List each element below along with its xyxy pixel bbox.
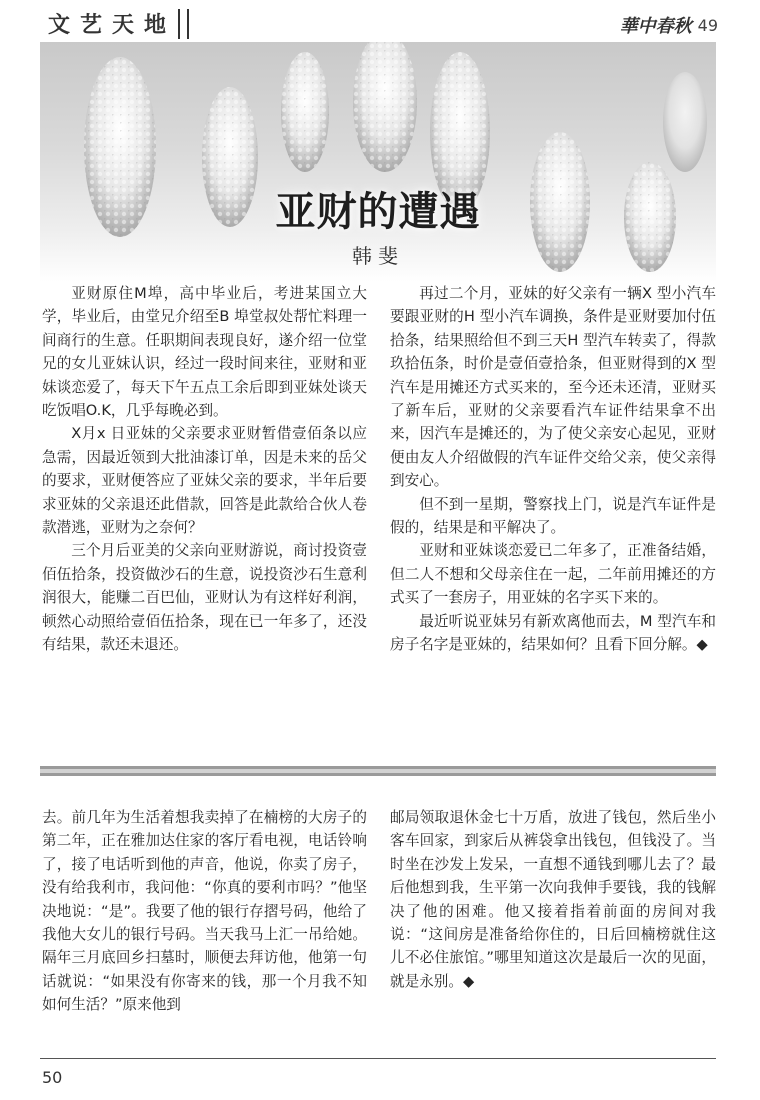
article-column-2 — [390, 282, 716, 657]
paragraph: 邮局领取退休金七十万盾，放进了钱包，然后坐小客车回家，到家后从裤袋拿出钱包，但钱没了。当时坐在沙发上发呆，一直想不通钱到哪儿去了？最后他想到我，生平第一次向我伸手要钱，我的钱解决了他的困难。他又接着指着前面的房间对我说：“这间房是准备给你住的，日后回楠榜就住这儿不必住旅馆。”哪里知道这次是最后一次的见面，就是永别。◆ — [390, 809, 716, 990]
footer-rule — [40, 1058, 716, 1059]
section-divider — [40, 766, 716, 776]
paragraph: 三个月后亚美的父亲向亚财游说，商讨投资壹佰伍拾条，投资做沙石的生意，说投资沙石生意利润很大，能赚二百巴仙，亚财认为有这样好利润，顿然心动照给壹佰伍拾条，现在已一年多了，还没有结果，款还未退还。 — [42, 542, 367, 654]
paragraph: 亚财原住M埠，高中毕业后，考进某国立大学，毕业后，由堂兄介绍至B 埠堂叔处帮忙料理一间商行的生意。任职期间表现良好，遂介绍一位堂兄的女儿亚妹认识，经过一段时间来往，亚财和亚妹谈恋爱了，每天下午五点工余后即到亚妹处谈天吃饭唱O.K，几乎每晚必到。 — [42, 285, 367, 420]
flower-spikes-decoration — [84, 42, 707, 272]
continued-column-1 — [42, 806, 367, 1017]
paragraph: 去。前几年为生活着想我卖掉了在楠榜的大房子的第二年，正在雅加达住家的客厅看电视，电话铃响了，接了电话听到他的声音，他说，你卖了房子，没有给我利市，我问他：“你真的要利市吗？”他坚决地说：“是”。我要了他的银行存摺号码，他给了我他大女儿的银行号码。当天我马上汇一吊给她。隔年三月底回乡扫墓时，顺便去拜访他，他第一句话就说：“如果没有你寄来的钱，那一个月我不知如何生活？”原来他到 — [42, 809, 367, 1014]
paragraph: 再过二个月，亚妹的好父亲有一辆X 型小汽车要跟亚财的H 型小汽车调换，条件是亚财要加付伍拾条，结果照给但不到三天H 型汽车转卖了，得款玖拾伍条，时价是壹佰壹拾条，但亚财得到的X 型汽车是用摊还方式买来的，至今还未还清，亚财买了新车后，亚财的父亲要看汽车证件结果拿不出来，因汽车是摊还的，为了使父亲安心起见，亚财便由友人介绍做假的汽车证件交给父亲，使父亲得到安心。 — [390, 285, 716, 490]
section-header — [48, 8, 189, 39]
article-column-1 — [42, 282, 367, 657]
page-number-bottom: 50 — [42, 1068, 63, 1087]
article-author: 韩斐 — [352, 244, 404, 268]
paragraph: 最近听说亚妹另有新欢离他而去，M 型汽车和房子名字是亚妹的，结果如何？且看下回分解。◆ — [390, 612, 716, 654]
article-title: 亚财的遭遇 — [275, 188, 481, 235]
hero-image — [40, 42, 716, 282]
page-number-top: 49 — [697, 15, 718, 35]
magazine-logo: 華中春秋 — [619, 16, 692, 37]
paragraph: 亚财和亚妹谈恋爱已二年多了，正准备结婚，但二人不想和父母亲住在一起，二年前用摊还的方式买了一套房子，用亚妹的名字买下来的。 — [390, 542, 716, 607]
section-title: 文艺天地 — [48, 12, 177, 38]
paragraph: 但不到一星期，警察找上门，说是汽车证件是假的，结果是和平解决了。 — [390, 495, 716, 537]
magazine-header — [620, 12, 718, 38]
section-bars-decoration — [178, 9, 189, 39]
paragraph: X月x 日亚妹的父亲要求亚财暂借壹佰条以应急需，因最近领到大批油漆订单，因是未来的岳父的要求，亚财便答应了亚妹父亲的要求，半年后要求亚妹的父亲退还此借款，回答是此款给合伙人卷款潜逃，亚财为之奈何？ — [42, 425, 367, 537]
continued-column-2 — [390, 806, 716, 993]
